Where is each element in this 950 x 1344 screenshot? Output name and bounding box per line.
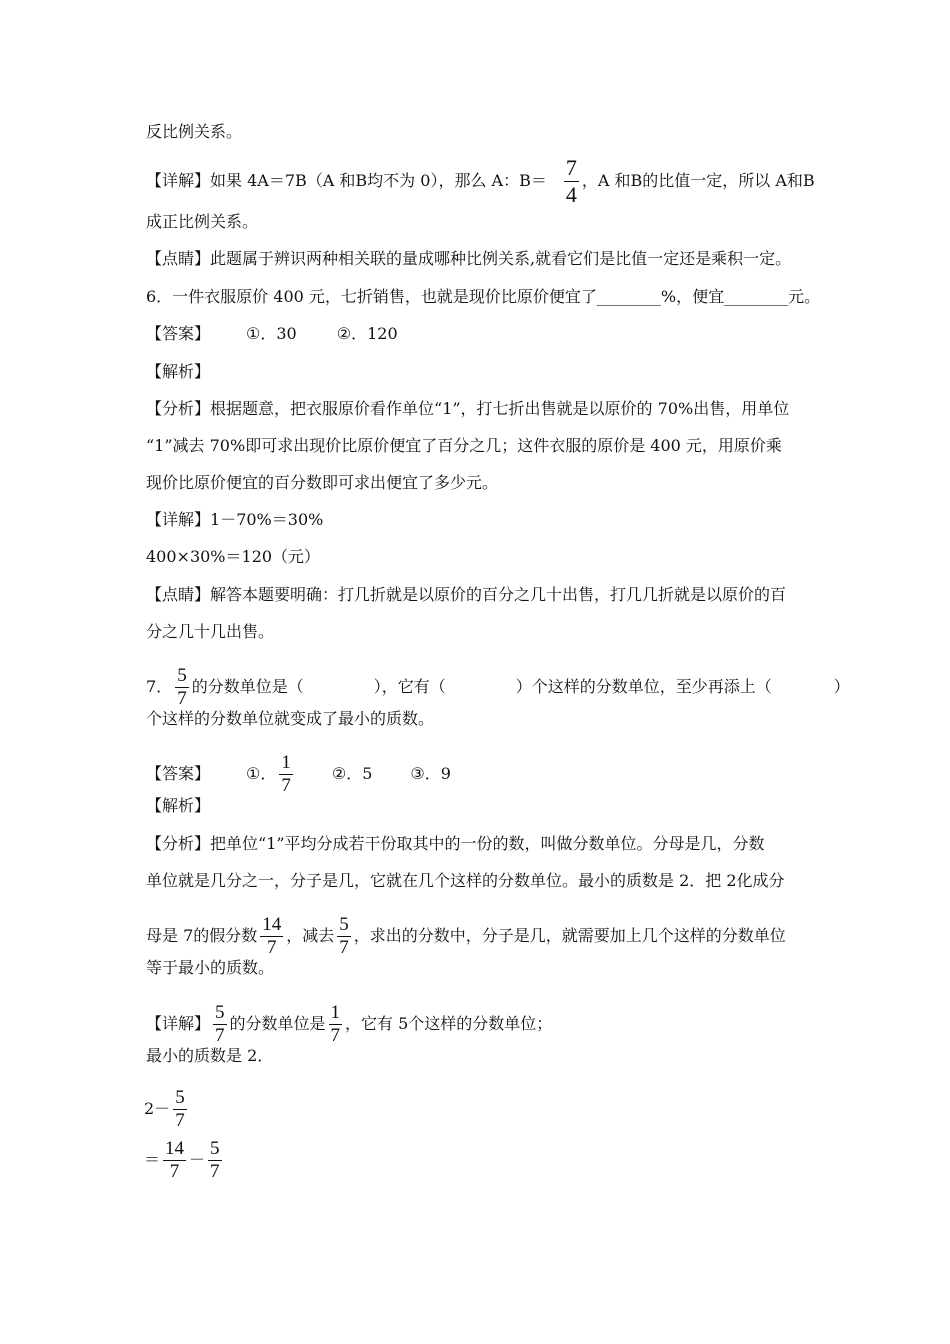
note-label: 【点睛】	[146, 585, 211, 604]
detail-text: 1－70%＝30%	[210, 510, 324, 529]
analysis-sublabel: 【分析】	[146, 399, 211, 418]
question-number: 7．	[146, 677, 173, 696]
analysis-label: 【解析】	[146, 796, 211, 815]
analysis-text: 根据题意，把衣服原价看作单位“1”，打七折出售就是以原价的 70%出售，用单位	[210, 399, 790, 418]
analysis-text: ，求出的分数中，分子是几，就需要加上几个这样的分数单位	[353, 926, 786, 945]
note-label: 【点睛】	[146, 249, 211, 268]
text-line: 反比例关系。	[146, 122, 243, 141]
answer-label: 【答案】	[146, 324, 211, 343]
detail-label: 【详解】	[146, 1014, 211, 1033]
fraction: $\frac{14}{7}$	[165, 1138, 185, 1182]
analysis-line	[146, 399, 789, 419]
question-text: 的分数单位是（	[191, 677, 304, 696]
calc-text: －	[189, 1150, 206, 1169]
analysis-line: 等于最小的质数。	[146, 958, 275, 977]
fraction: $\frac{5}{7}$	[210, 1138, 220, 1182]
calc-line: 400×30%＝120（元）	[146, 547, 321, 566]
detail-line	[146, 1002, 552, 1047]
text-line: 最小的质数是 2．	[146, 1046, 274, 1065]
fraction: $\frac{7}{4}$	[565, 155, 577, 207]
question-text: ），它有（	[373, 677, 446, 696]
question-text: ）	[833, 677, 850, 696]
answer-item: ①．	[246, 764, 277, 783]
detail-label: 【详解】	[146, 510, 211, 529]
fraction: $\frac{5}{7}$	[339, 914, 349, 958]
note-line	[146, 585, 786, 605]
fraction: $\frac{5}{7}$	[175, 1087, 185, 1131]
analysis-sublabel: 【分析】	[146, 834, 211, 853]
fraction: $\frac{1}{7}$	[281, 752, 291, 796]
answer-label: 【答案】	[146, 764, 211, 783]
analysis-line	[146, 834, 765, 854]
analysis-line: 现价比原价便宜的百分数即可求出便宜了多少元。	[146, 473, 499, 492]
detail-label: 【详解】	[146, 171, 211, 190]
analysis-text: 把单位“1”平均分成若干份取其中的一份的数，叫做分数单位。分母是几，分数	[210, 834, 765, 853]
analysis-text: 母是 7的假分数	[146, 926, 258, 945]
answer-item: ②．120	[336, 324, 398, 343]
question-text: ）个这样的分数单位，至少再添上（	[515, 677, 772, 696]
question-line: 个这样的分数单位就变成了最小的质数。	[146, 709, 435, 728]
calc-text: 2－	[144, 1099, 171, 1118]
note-line	[146, 249, 791, 269]
calc-line	[144, 1087, 190, 1132]
fraction: $\frac{5}{7}$	[177, 665, 187, 709]
answer-item: ②．5	[331, 764, 373, 783]
calc-line	[144, 1138, 225, 1183]
detail-text: 的分数单位是	[229, 1014, 326, 1033]
text-line: 成正比例关系。	[146, 212, 259, 231]
analysis-line: “1”减去 70%即可求出现价比原价便宜了百分之几；这件衣服的原价是 400 元，用原价乘	[146, 436, 782, 455]
detail-text: ，A 和B的比值一定，所以 A和B	[581, 171, 815, 190]
question-7	[146, 665, 850, 710]
analysis-label: 【解析】	[146, 362, 211, 381]
answer-line	[146, 324, 398, 344]
note-text: 解答本题要明确：打几折就是以原价的百分之几十出售，打几几折就是以原价的百	[210, 585, 787, 604]
calc-text: ＝	[144, 1150, 161, 1169]
answer-line	[146, 752, 451, 797]
answer-item: ③．9	[410, 764, 451, 783]
question-6: 6．一件衣服原价 400 元，七折销售，也就是现价比原价便宜了________%，便宜________元。	[146, 287, 821, 306]
note-text: 此题属于辨识两种相关联的量成哪种比例关系,就看它们是比值一定还是乘积一定。	[210, 249, 792, 268]
fraction: $\frac{1}{7}$	[330, 1002, 341, 1046]
fraction: $\frac{5}{7}$	[215, 1002, 225, 1046]
detail-text: 如果 4A＝7B（A 和B均不为 0），那么 A：B＝	[210, 171, 547, 190]
note-line: 分之几十几出售。	[146, 622, 275, 641]
detail-text: ，它有 5个这样的分数单位；	[345, 1014, 553, 1033]
fraction: $\frac{14}{7}$	[262, 914, 282, 958]
detail-line	[146, 155, 815, 208]
detail-line	[146, 510, 323, 530]
analysis-line: 单位就是几分之一，分子是几，它就在几个这样的分数单位。最小的质数是 2．把 2化成分	[146, 871, 785, 890]
answer-item: ①．30	[246, 324, 297, 343]
analysis-line	[146, 914, 786, 959]
analysis-text: ，减去	[286, 926, 335, 945]
